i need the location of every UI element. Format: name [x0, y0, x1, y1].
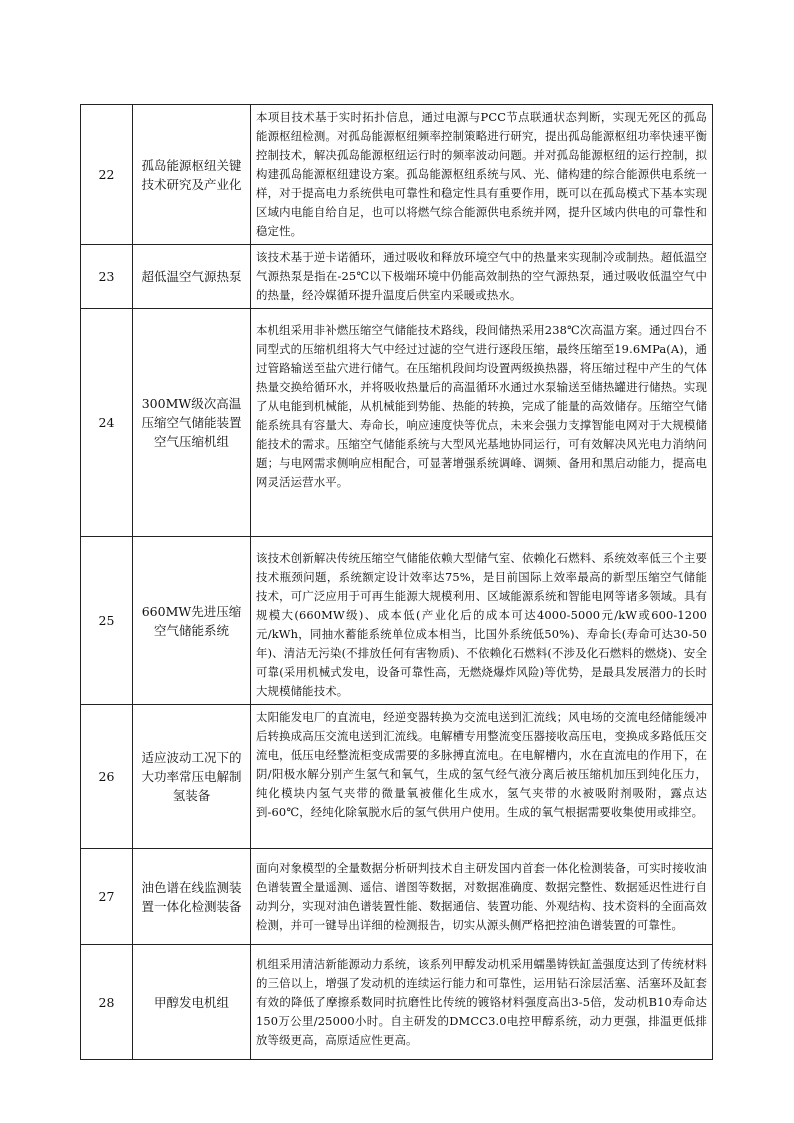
row-number: 24 [81, 309, 133, 537]
technology-name: 甲醇发电机组 [133, 945, 251, 1060]
technology-description: 机组采用清洁新能源动力系统，该系列甲醇发动机采用蠕墨铸铁缸盖强度达到了传统材料的三倍以上，增强了发动机的连续运行能力和可靠性，运用钻石涂层活塞、活塞环及缸套有效的降低了摩擦系数同时抗磨性比传统的镀铬材料强度高出3-5倍，发动机B10寿命达150万公里/25000小时。自主研发的DMCC3.0电控甲醇系统，动力更强，排温更低排放等级更高，高原适应性更高。 [251, 945, 713, 1060]
technology-table [80, 104, 713, 1060]
table-row [81, 705, 713, 849]
row-number: 22 [81, 105, 133, 245]
technology-description: 面向对象模型的全量数据分析研判技术自主研发国内首套一体化检测装备，可实时接收油色谱装置全量遥测、遥信、谱图等数据，对数据准确度、数据完整性、数据延迟性进行自动判分，实现对油色谱装置性能、数据通信、装置功能、外观结构、技术资料的全面高效检测，并可一键导出详细的检测报告，切实从源头侧严格把控油色谱装置的可靠性。 [251, 849, 713, 945]
table-row [81, 849, 713, 945]
row-number: 23 [81, 245, 133, 309]
technology-name: 油色谱在线监测装置一体化检测装备 [133, 849, 251, 945]
technology-name: 超低温空气源热泵 [133, 245, 251, 309]
table-row [81, 537, 713, 705]
technology-description: 该技术基于逆卡诺循环，通过吸收和释放环境空气中的热量来实现制冷或制热。超低温空气源热泵是指在-25℃以下极端环境中仍能高效制热的空气源热泵，通过吸收低温空气中的热量，经冷媒循环提升温度后供室内采暖或热水。 [251, 245, 713, 309]
table-row [81, 245, 713, 309]
technology-description: 太阳能发电厂的直流电，经逆变器转换为交流电送到汇流线；风电场的交流电经储能缓冲后转换成高压交流电送到汇流线。电解槽专用整流变压器接收高压电，变换成多路低压交流电，低压电经整流柜变成需要的多脉搏直流电。在电解槽内，水在直流电的作用下，在阴/阳极水解分别产生氢气和氧气，生成的氢气经气液分离后被压缩机加压到纯化压力，纯化模块内氢气夹带的微量氧被催化生成水，氢气夹带的水被吸附剂吸附，露点达到-60℃，经纯化除氧脱水后的氢气供用户使用。生成的氧气根据需要收集使用或排空。 [251, 705, 713, 849]
technology-name: 300MW级次高温压缩空气储能装置空气压缩机组 [133, 309, 251, 537]
row-number: 27 [81, 849, 133, 945]
technology-description: 该技术创新解决传统压缩空气储能依赖大型储气室、依赖化石燃料、系统效率低三个主要技术瓶颈问题，系统额定设计效率达75%，是目前国际上效率最高的新型压缩空气储能技术，可广泛应用于可再生能源大规模利用、区域能源系统和智能电网等诸多领域。具有规模大(660MW级)、成本低(产业化后的成本可达4000-5000元/kW或600-1200元/kWh，同抽水蓄能系统单位成本相当，比国外系统低50%)、寿命长(寿命可达30-50年)、清洁无污染(不排放任何有害物质)、不依赖化石燃料(不涉及化石燃料的燃烧)、安全可靠(采用机械式发电，设备可靠性高，无燃烧爆炸风险)等优势，是最具发展潜力的长时大规模储能技术。 [251, 537, 713, 705]
row-number: 26 [81, 705, 133, 849]
row-number: 28 [81, 945, 133, 1060]
technology-name: 660MW先进压缩空气储能系统 [133, 537, 251, 705]
row-number: 25 [81, 537, 133, 705]
table-row [81, 945, 713, 1060]
table-row [81, 105, 713, 245]
technology-name: 孤岛能源枢纽关键技术研究及产业化 [133, 105, 251, 245]
technology-description: 本机组采用非补燃压缩空气储能技术路线，段间储热采用238℃次高温方案。通过四台不同型式的压缩机组将大气中经过过滤的空气进行逐段压缩，最终压缩至19.6MPa(A)，通过管路输送至盐穴进行储气。在压缩机段间均设置两级换热器，将压缩过程中产生的气体热量交换给循环水，并将吸收热量后的高温循环水通过水泵输送至储热罐进行储热。实现了从电能到机械能，从机械能到势能、热能的转换，完成了能量的高效储存。压缩空气储能系统具有容量大、寿命长，响应速度快等优点，未来会强力支撑智能电网对于大规模储能技术的需求。压缩空气储能系统与大型风光基地协同运行，可有效解决风光电力消纳问题；与电网需求侧响应相配合，可显著增强系统调峰、调频、备用和黑启动能力，提高电网灵活运营水平。 [251, 309, 713, 537]
table-row [81, 309, 713, 537]
technology-description: 本项目技术基于实时拓扑信息，通过电源与PCC节点联通状态判断，实现无死区的孤岛能源枢纽检测。对孤岛能源枢纽频率控制策略进行研究，提出孤岛能源枢纽功率快速平衡控制技术，解决孤岛能源枢纽运行时的频率波动问题。并对孤岛能源枢纽的运行控制，拟构建孤岛能源枢纽建设方案。孤岛能源枢纽系统与风、光、储构建的综合能源供电系统一样，对于提高电力系统供电可靠性和稳定性具有重要作用，既可以在孤岛模式下基本实现区域内电能自给自足，也可以将燃气综合能源供电系统并网，提升区域内供电的可靠性和稳定性。 [251, 105, 713, 245]
technology-name: 适应波动工况下的大功率常压电解制氢装备 [133, 705, 251, 849]
